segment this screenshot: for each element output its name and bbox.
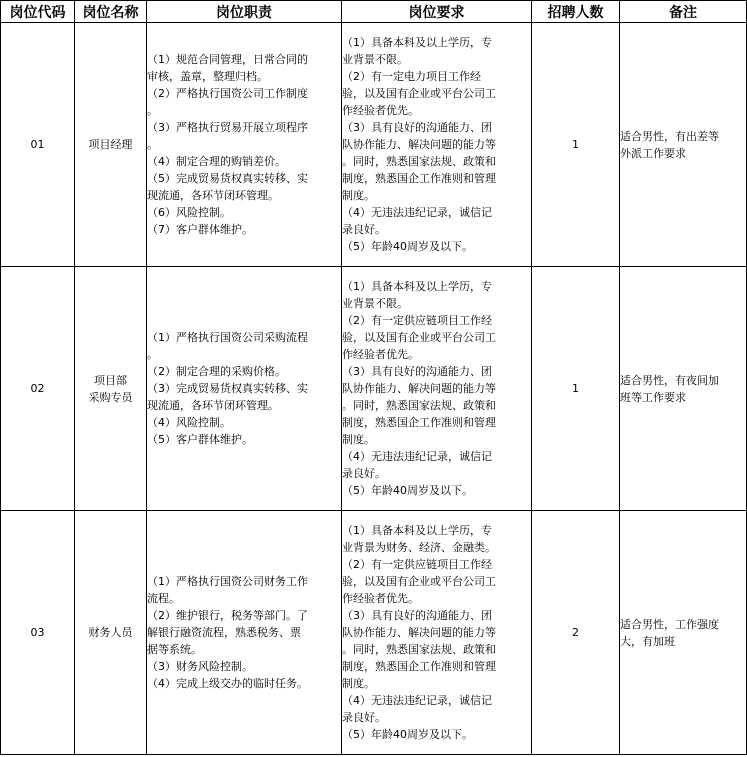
position-name-cell (75, 23, 147, 267)
requirement-line: 队协作能力、解决问题的能力等 (342, 138, 496, 151)
header-remarks: 备注 (620, 1, 747, 23)
requirement-line: 。同时，熟悉国家法规、政策和 (342, 643, 496, 656)
duty-line: （3）财务风险控制。 (147, 660, 253, 673)
header-position-name: 岗位名称 (75, 1, 147, 23)
duty-line: 审核，盖章，整理归档。 (147, 70, 268, 83)
position-code-cell: 03 (1, 511, 75, 755)
position-name-wrap (75, 624, 146, 641)
requirement-line: （1）具备本科及以上学历，专 (342, 36, 492, 49)
hiring-count-cell: 1 (532, 267, 620, 511)
duty-line: 。 (147, 138, 158, 151)
duties-cell (147, 23, 342, 267)
requirement-line: 制度。 (342, 677, 375, 690)
requirement-line: （5）年龄40周岁及以下。 (342, 728, 473, 741)
position-code-cell: 01 (1, 23, 75, 267)
requirement-line: 业背景为财务、经济、金融类。 (342, 541, 496, 554)
duty-line: 流程。 (147, 592, 180, 605)
header-position-code: 岗位代码 (1, 1, 75, 23)
remark-line: 大，有加班 (620, 634, 675, 648)
duty-line: （5）客户群体维护。 (147, 433, 253, 446)
duty-line: （2）严格执行国资公司工作制度 (147, 87, 308, 100)
requirements-cell (342, 511, 532, 755)
requirement-line: 制度。 (342, 433, 375, 446)
duty-line: （4）完成上级交办的临时任务。 (147, 677, 308, 690)
requirement-line: 业背景不限。 (342, 297, 408, 310)
duty-line: （7）客户群体维护。 (147, 223, 253, 236)
requirement-line: 作经验者优先。 (342, 592, 419, 605)
requirement-line: （3）具有良好的沟通能力、团 (342, 609, 492, 622)
duty-line: 。 (147, 348, 158, 361)
requirements-cell (342, 267, 532, 511)
duty-line: 。 (147, 104, 158, 117)
remarks-cell (620, 23, 747, 267)
position-name-cell (75, 267, 147, 511)
requirement-line: 。同时，熟悉国家法规、政策和 (342, 399, 496, 412)
position-name-line: 采购专员 (88, 390, 133, 404)
position-name-cell (75, 511, 147, 755)
requirement-line: 业背景不限。 (342, 53, 408, 66)
requirement-line: 录良好。 (342, 711, 386, 724)
hiring-count-cell: 2 (532, 511, 620, 755)
position-name-line: 财务人员 (88, 626, 133, 639)
duty-line: （3）完成贸易货权真实转移、实 (147, 382, 308, 395)
remark-line: 班等工作要求 (620, 390, 686, 404)
position-name-line: 项目部 (94, 373, 127, 387)
hiring-count-cell: 1 (532, 23, 620, 267)
requirement-line: 队协作能力、解决问题的能力等 (342, 626, 496, 639)
duty-line: （1）规范合同管理，日常合同的 (147, 53, 308, 66)
duty-line: 现流通，各环节闭环管理。 (147, 189, 279, 202)
duty-line: （4）制定合理的购销差价。 (147, 155, 286, 168)
requirement-line: 。同时，熟悉国家法规、政策和 (342, 155, 496, 168)
requirement-line: （3）具有良好的沟通能力、团 (342, 121, 492, 134)
requirement-line: （5）年龄40周岁及以下。 (342, 240, 473, 253)
header-row (1, 1, 747, 23)
remark-line: 适合男性，有夜间加 (620, 373, 719, 387)
remark-line: 适合男性，工作强度 (620, 617, 719, 631)
requirement-line: （3）具有良好的沟通能力、团 (342, 365, 492, 378)
requirement-line: （2）有一定电力项目工作经 (342, 70, 481, 83)
requirement-line: 制度，熟悉国企工作准则和管理 (342, 172, 496, 185)
duty-line: （6）风险控制。 (147, 206, 231, 219)
requirement-line: 制度，熟悉国企工作准则和管理 (342, 416, 496, 429)
requirement-line: （4）无违法违纪记录，诚信记 (342, 206, 492, 219)
position-name-line: 项目经理 (88, 138, 133, 151)
header-duties: 岗位职责 (147, 1, 342, 23)
table-row (1, 267, 747, 511)
remarks-cell (620, 511, 747, 755)
requirement-line: 验，以及国有企业或平台公司工 (342, 575, 496, 588)
requirement-line: （5）年龄40周岁及以下。 (342, 484, 473, 497)
duty-line: 据等系统。 (147, 643, 202, 656)
requirement-line: 验，以及国有企业或平台公司工 (342, 87, 496, 100)
requirement-line: 制度，熟悉国企工作准则和管理 (342, 660, 496, 673)
header-hiring-count: 招聘人数 (532, 1, 620, 23)
requirement-line: （1）具备本科及以上学历，专 (342, 280, 492, 293)
requirements-cell (342, 23, 532, 267)
table-row (1, 23, 747, 267)
remarks-cell (620, 267, 747, 511)
requirement-line: 制度。 (342, 189, 375, 202)
requirement-line: 作经验者优先。 (342, 348, 419, 361)
table-row (1, 511, 747, 755)
duty-line: 解银行融资流程，熟悉税务、票 (147, 626, 301, 639)
duty-line: （1）严格执行国资公司采购流程 (147, 331, 308, 344)
duties-cell (147, 267, 342, 511)
duty-line: （4）风险控制。 (147, 416, 231, 429)
position-code-cell: 02 (1, 267, 75, 511)
duty-line: （2）制定合理的采购价格。 (147, 365, 286, 378)
duty-line: （1）严格执行国资公司财务工作 (147, 575, 308, 588)
requirement-line: （4）无违法违纪记录，诚信记 (342, 450, 492, 463)
duty-line: （5）完成贸易货权真实转移、实 (147, 172, 308, 185)
remark-line: 外派工作要求 (620, 146, 686, 160)
duty-line: （3）严格执行贸易开展立项程序 (147, 121, 308, 134)
requirement-line: （2）有一定供应链项目工作经 (342, 558, 492, 571)
requirement-line: （4）无违法违纪记录，诚信记 (342, 694, 492, 707)
duty-line: 现流通，各环节闭环管理。 (147, 399, 279, 412)
remark-line: 适合男性，有出差等 (620, 129, 719, 143)
duties-cell (147, 511, 342, 755)
requirement-line: （2）有一定供应链项目工作经 (342, 314, 492, 327)
requirement-line: 作经验者优先。 (342, 104, 419, 117)
header-requirements: 岗位要求 (342, 1, 532, 23)
requirement-line: 队协作能力、解决问题的能力等 (342, 382, 496, 395)
requirement-line: 验，以及国有企业或平台公司工 (342, 331, 496, 344)
requirement-line: （1）具备本科及以上学历，专 (342, 524, 492, 537)
duty-line: （2）维护银行，税务等部门。了 (147, 609, 308, 622)
requirement-line: 录良好。 (342, 467, 386, 480)
requirement-line: 录良好。 (342, 223, 386, 236)
